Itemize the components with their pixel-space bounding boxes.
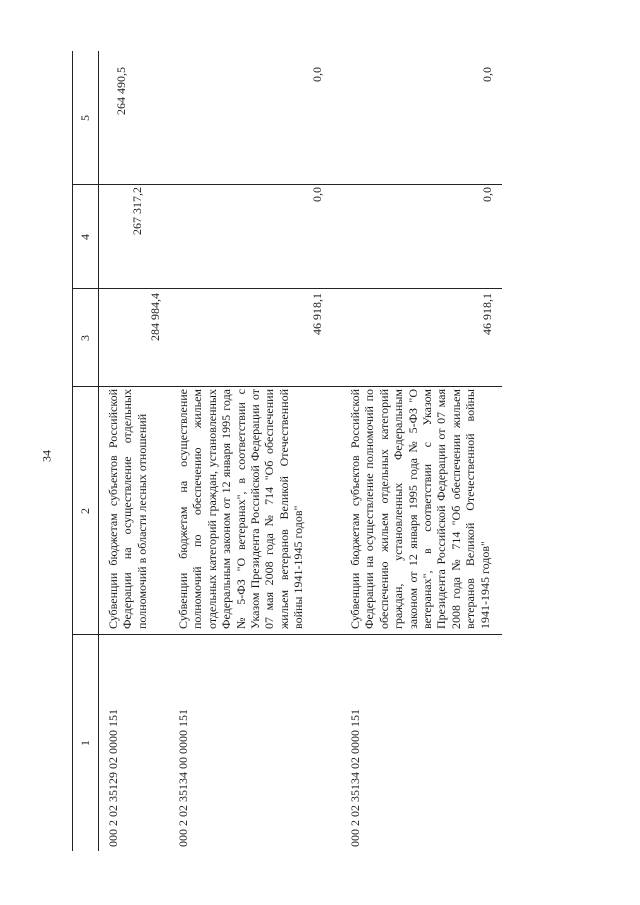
budget-table <box>72 51 502 851</box>
row-code: 000 2 02 35134 00 0000 151 <box>176 709 190 847</box>
table-row <box>102 51 168 851</box>
column-header-5: 5 <box>77 115 92 121</box>
row-value-col4: 0,0 <box>480 187 494 202</box>
column-header-3: 3 <box>77 335 92 341</box>
row-description: Субвенции бюджетам на осуществление полномочий по обеспечению жильем отдельных категорий граждан, установленных Федеральным законом от 12 января 1995 года № 5-ФЗ "О ветеранах", в соответствии с Указом Президента Российской Федерации от 07 мая 2008 года № 714 "Об обеспечении жильем ветеранов Великой Отечественной войны 1941-1945 годов" <box>176 389 306 629</box>
row-code: 000 2 02 35129 02 0000 151 <box>106 709 120 847</box>
row-value-col4: 0,0 <box>310 187 324 202</box>
row-value-col5: 264 490,5 <box>114 67 128 115</box>
header-bottom-border <box>98 51 99 851</box>
row-value-col5: 0,0 <box>310 67 324 82</box>
column-header-2: 2 <box>77 508 92 514</box>
row-value-col3: 284 984,4 <box>148 293 162 341</box>
row-value-col4: 267 317,2 <box>130 187 144 235</box>
row-value-col3: 46 918,1 <box>310 293 324 335</box>
table-row <box>344 51 502 851</box>
row-value-col5: 0,0 <box>480 67 494 82</box>
row-description: Субвенции бюджетам субъектов Российской Федерации на осуществление отдельных полномочий в области лесных отношений <box>106 389 149 629</box>
column-header-1: 1 <box>77 740 92 746</box>
row-description: Субвенции бюджетам субъектов Российской Федерации на осуществление полномочий по обеспечению жильем отдельных категорий граждан, установленных Федеральным законом от 12 января 1995 года № 5-ФЗ "О ветеранах", в соответствии с Указом Президента Российской Федерации от 07 мая 2008 года № 714 "Об обеспечении жильем ветеранов Великой Отечественной войны 1941-1945 годов" <box>348 389 492 629</box>
table-row <box>172 51 334 851</box>
page-number: 34 <box>39 450 54 462</box>
row-code: 000 2 02 35134 02 0000 151 <box>348 709 362 847</box>
column-header-4: 4 <box>77 234 92 240</box>
row-value-col3: 46 918,1 <box>480 293 494 335</box>
